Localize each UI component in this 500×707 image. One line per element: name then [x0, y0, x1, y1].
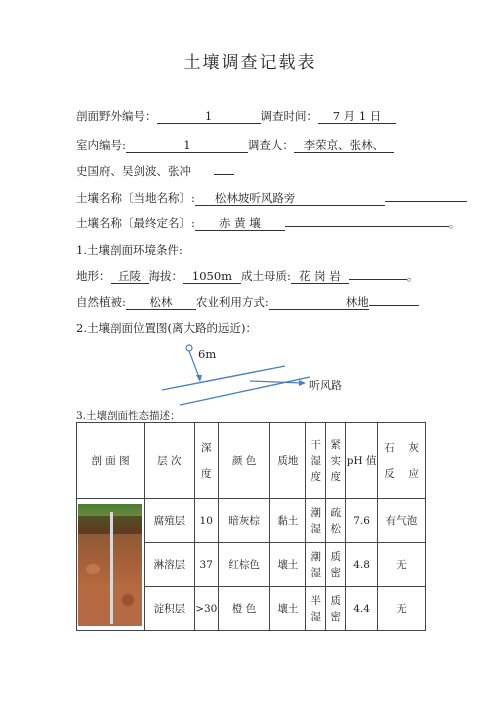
distance-label: 6m	[198, 347, 217, 361]
cell-lime-reaction: 无	[378, 543, 426, 587]
cell-color: 橙 色	[218, 587, 270, 631]
cell-texture: 黏土	[270, 499, 306, 543]
cell-compactness: 疏 松	[326, 499, 346, 543]
cell-lime-reaction: 无	[378, 587, 426, 631]
vegetation-value: 松林	[126, 296, 196, 310]
cell-ph: 4.8	[346, 543, 378, 587]
cell-lime-reaction: 有气泡	[378, 499, 426, 543]
row-vegetation: 自然植被: 松林 农业利用方式: 林地	[76, 294, 419, 310]
section-1-heading: 1.土壤剖面环境条件:	[76, 243, 183, 257]
surveyors-value: 李荣京、张林、	[294, 139, 394, 153]
section-2-heading: 2.土壤剖面位置图(离大路的远近)：	[76, 321, 257, 335]
cell-texture: 壤土	[270, 587, 306, 631]
row-lab-number: 室内编号: 1 调查人： 李荣京、张林、	[76, 137, 394, 153]
cell-depth: 37	[194, 543, 218, 587]
soil-profile-photo	[78, 504, 142, 626]
cell-layer: 淀积层	[144, 587, 194, 631]
cell-color: 红棕色	[218, 543, 270, 587]
road-label-arrow	[250, 381, 302, 383]
road-label: 听风路	[309, 379, 342, 392]
cell-depth: 10	[194, 499, 218, 543]
header-moisture: 干 湿 度	[306, 423, 326, 499]
field-number-value: 1	[157, 110, 261, 124]
terrain-value: 丘陵	[111, 270, 149, 284]
row-surveyors-cont: 史国府、吴剑波、张冲	[76, 164, 234, 178]
cell-color: 暗灰棕	[218, 499, 270, 543]
cell-moisture: 半 湿	[306, 587, 326, 631]
header-texture: 质地	[270, 423, 306, 499]
table-row	[77, 499, 426, 543]
lab-number-value: 1	[126, 139, 248, 153]
cell-compactness: 质 密	[326, 543, 346, 587]
page-title: 土壤调查记载表	[183, 53, 317, 73]
section-3-heading: 3.土壤剖面性态描述：	[76, 410, 181, 422]
location-diagram	[150, 340, 390, 410]
row-final-name: 土壤名称〔最终定名〕: 赤 黄 壤 。	[76, 216, 461, 230]
elevation-value: 1050m	[183, 270, 241, 284]
survey-date-value: 7 月 1 日	[318, 110, 396, 124]
header-ph: pH 值	[346, 423, 378, 499]
cell-ph: 7.6	[346, 499, 378, 543]
parent-material-value: 花 岗 岩	[291, 270, 349, 284]
cell-layer: 腐殖层	[144, 499, 194, 543]
cell-compactness: 质 密	[326, 587, 346, 631]
header-depth: 深 度	[194, 423, 218, 499]
row-local-name: 土壤名称〔当地名称〕: 松林坡听风路旁	[76, 190, 467, 206]
cell-moisture: 潮 湿	[306, 543, 326, 587]
land-use-value: 林地	[269, 296, 369, 310]
header-color: 颜 色	[218, 423, 270, 499]
cell-moisture: 潮 湿	[306, 499, 326, 543]
row-terrain: 地形： 丘陵 海拔： 1050m 成土母质: 花 岗 岩 。	[76, 269, 419, 283]
cell-ph: 4.4	[346, 587, 378, 631]
cell-layer: 淋溶层	[144, 543, 194, 587]
road-line-lower	[180, 377, 310, 405]
header-lime-reaction: 石 灰 反 应	[378, 423, 426, 499]
table-header-row	[77, 423, 426, 499]
local-name-value: 松林坡听风路旁	[195, 192, 385, 206]
arrow-head-icon	[196, 375, 202, 382]
row-field-number: 剖面野外编号： 1 调查时间： 7 月 1 日	[76, 108, 396, 124]
header-compactness: 紧 实 度	[326, 423, 346, 499]
header-profile: 剖 面 图	[77, 423, 145, 499]
soil-profile-table	[76, 422, 426, 631]
profile-photo-cell	[77, 499, 145, 631]
arrow-head-icon	[299, 380, 306, 386]
profile-point-icon	[186, 345, 192, 351]
cell-depth: >30	[194, 587, 218, 631]
header-layer: 层 次	[144, 423, 194, 499]
cell-texture: 壤土	[270, 543, 306, 587]
final-name-value: 赤 黄 壤	[195, 217, 285, 231]
